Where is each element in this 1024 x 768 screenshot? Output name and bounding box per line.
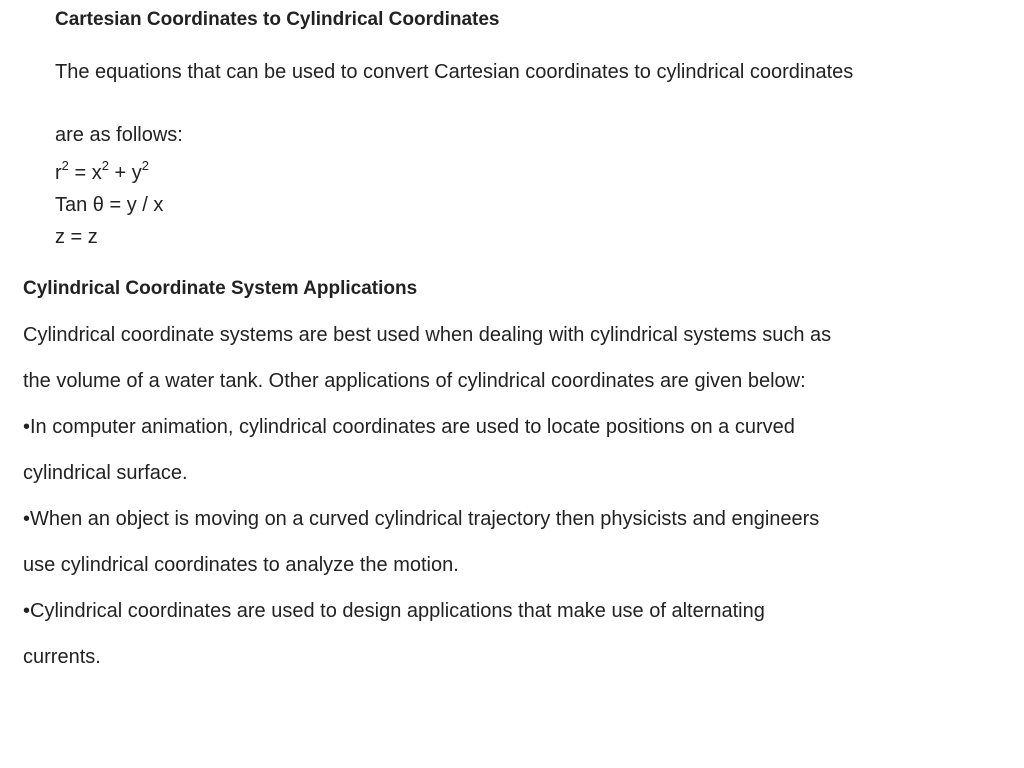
applications-bullet-line: •Cylindrical coordinates are used to design applications that make use of alternating <box>23 600 765 622</box>
eq-x-exponent: 2 <box>101 158 109 174</box>
eq-y-exponent: 2 <box>141 158 149 174</box>
intro-text-line-1: The equations that can be used to convert Cartesian coordinates to cylindrical coordinates <box>55 61 854 83</box>
applications-heading: Cylindrical Coordinate System Applications <box>23 278 418 299</box>
eq-r: r <box>55 162 62 184</box>
eq-plus: + <box>108 162 132 184</box>
applications-line: cylindrical surface. <box>23 462 188 484</box>
eq-r-exponent: 2 <box>61 158 69 174</box>
applications-line: Cylindrical coordinate systems are best used when dealing with cylindrical systems such as <box>23 324 832 346</box>
eq-y: y <box>131 162 142 184</box>
equation-z: z = z <box>55 226 98 248</box>
eq-x: x <box>91 162 102 184</box>
conversion-heading: Cartesian Coordinates to Cylindrical Coordinates <box>55 9 500 30</box>
applications-bullet-line: •When an object is moving on a curved cylindrical trajectory then physicists and engineers <box>23 508 820 530</box>
intro-text-line-2: are as follows: <box>55 124 183 146</box>
applications-line: currents. <box>23 646 101 668</box>
eq-equals: = <box>68 162 92 184</box>
applications-line: use cylindrical coordinates to analyze the motion. <box>23 554 459 576</box>
applications-line: the volume of a water tank. Other applications of cylindrical coordinates are given below: <box>23 370 806 392</box>
equation-tan-theta: Tan θ = y / x <box>55 194 164 216</box>
equation-r-squared <box>55 158 149 185</box>
applications-bullet-line: •In computer animation, cylindrical coordinates are used to locate positions on a curved <box>23 416 795 438</box>
